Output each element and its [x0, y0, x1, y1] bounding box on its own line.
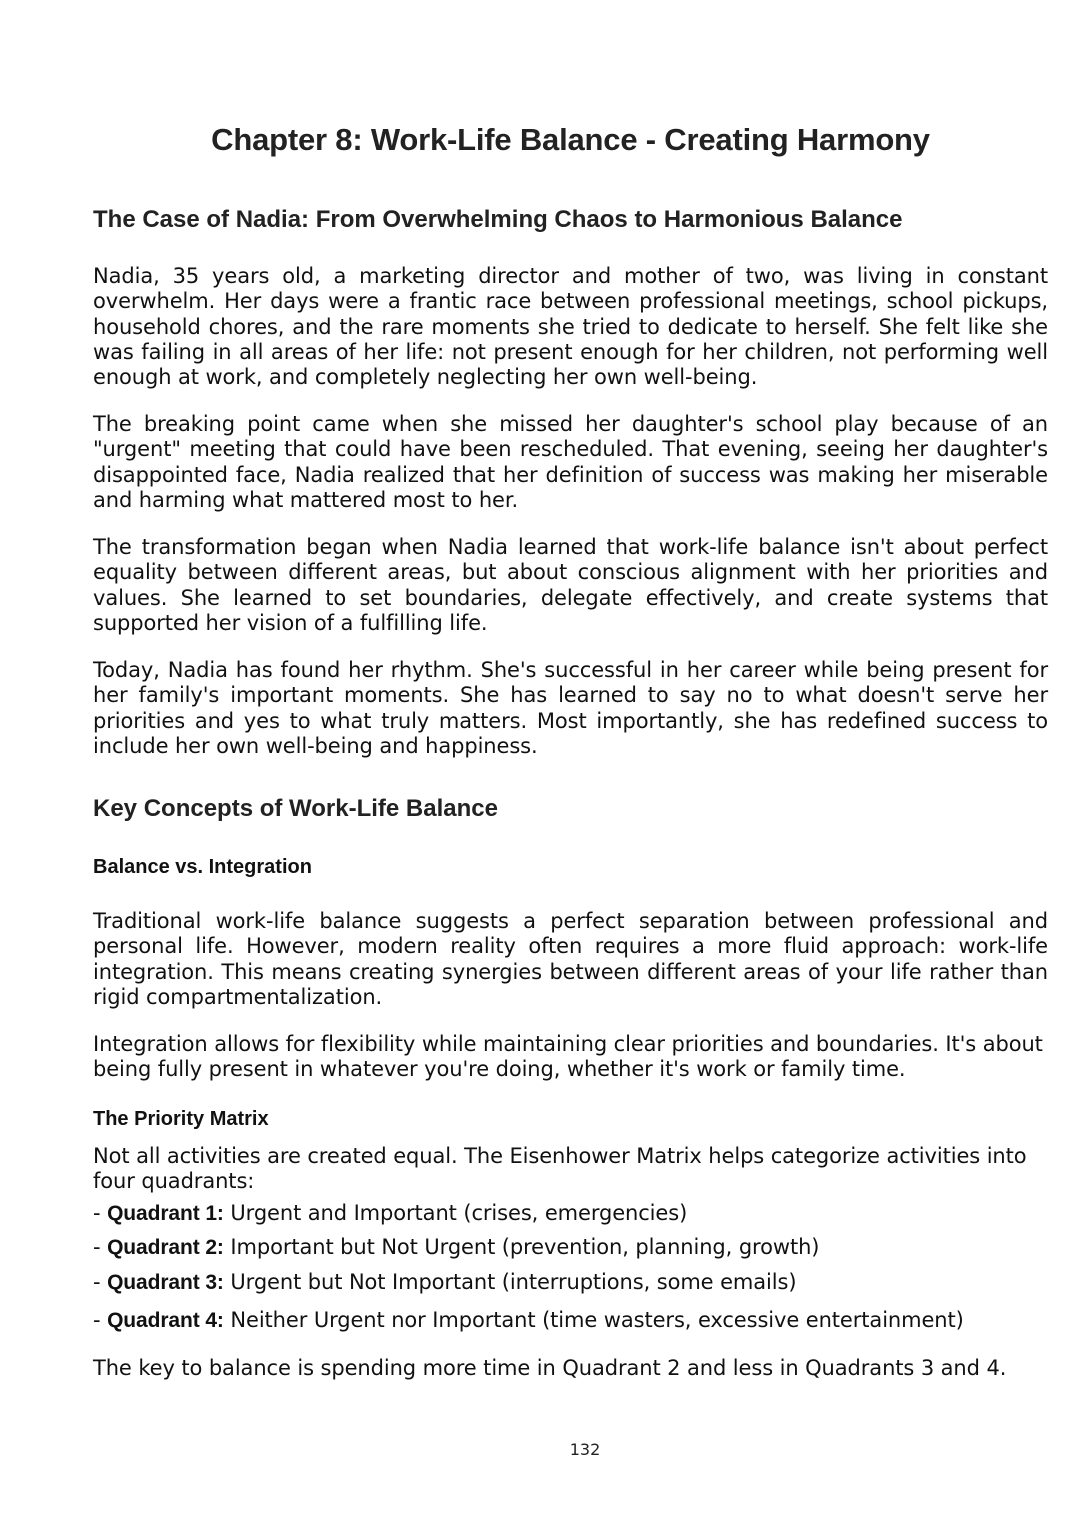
priority-matrix-intro: Not all activities are created equal. The Eisenhower Matrix helps categorize activities into four quadrants:: [93, 1144, 1027, 1194]
case-study-paragraph: Today, Nadia has found her rhythm. She's successful in her career while being present for her family's important moments. She has learned to say no to what doesn't serve her priorities and yes to what truly matters. Most importantly, she has redefined success to include her own well-being and happiness.: [93, 658, 1048, 758]
page-number: 132: [569, 1440, 601, 1459]
quadrant-text: Urgent but Not Important (interruptions, some emails): [223, 1270, 797, 1294]
case-study-heading: The Case of Nadia: From Overwhelming Chaos to Harmonious Balance: [93, 206, 903, 233]
priority-matrix-heading: The Priority Matrix: [93, 1108, 269, 1130]
quadrant-item: [93, 1308, 964, 1333]
case-study-paragraph: The transformation began when Nadia learned that work-life balance isn't about perfect equality between different areas, but about conscious alignment with her priorities and values. She learned to set boundaries, delegate effectively, and create systems that supported her vision of a fulfilling life.: [93, 535, 1048, 635]
chapter-title: Chapter 8: Work-Life Balance - Creating Harmony: [211, 122, 930, 157]
key-concepts-heading: Key Concepts of Work-Life Balance: [93, 795, 498, 822]
case-study-paragraph: The breaking point came when she missed her daughter's school play because of an "urgent" meeting that could have been rescheduled. That evening, seeing her daughter's disappointed face, Nadia realized that her definition of success was making her miserable and harming what mattered most to her.: [93, 412, 1048, 512]
quadrant-text: Neither Urgent nor Important (time wasters, excessive entertainment): [223, 1308, 964, 1332]
quadrant-label: Quadrant 4:: [107, 1309, 224, 1332]
quadrant-text: Important but Not Urgent (prevention, planning, growth): [223, 1235, 820, 1259]
quadrant-bullet: -: [93, 1201, 108, 1225]
quadrant-label: Quadrant 3:: [107, 1271, 224, 1294]
quadrant-bullet: -: [93, 1235, 108, 1259]
balance-vs-integration-heading: Balance vs. Integration: [93, 856, 312, 878]
quadrant-bullet: -: [93, 1308, 108, 1332]
quadrant-item: [93, 1201, 687, 1226]
quadrant-item: [93, 1270, 796, 1295]
quadrant-bullet: -: [93, 1270, 108, 1294]
priority-matrix-conclusion: The key to balance is spending more time in Quadrant 2 and less in Quadrants 3 and 4.: [93, 1356, 1007, 1380]
quadrant-label: Quadrant 1:: [107, 1202, 224, 1225]
integration-paragraph: Integration allows for flexibility while maintaining clear priorities and boundaries. It's about being fully present in whatever you're doing, whether it's work or family time.: [93, 1032, 1043, 1082]
case-study-paragraph: Nadia, 35 years old, a marketing director and mother of two, was living in constant overwhelm. Her days were a frantic race between professional meetings, school pickups, household chores, and the rare moments she tried to dedicate to herself. She felt like she was failing in all areas of her life: not present enough for her children, not performing well enough at work, and completely neglecting her own well-being.: [93, 264, 1048, 390]
quadrant-label: Quadrant 2:: [107, 1236, 224, 1259]
quadrant-text: Urgent and Important (crises, emergencies): [223, 1201, 688, 1225]
quadrant-item: [93, 1235, 819, 1260]
integration-paragraph: Traditional work-life balance suggests a perfect separation between professional and personal life. However, modern reality often requires a more fluid approach: work-life integration. This means creating synergies between different areas of your life rather than rigid compartmentalization.: [93, 909, 1048, 1009]
